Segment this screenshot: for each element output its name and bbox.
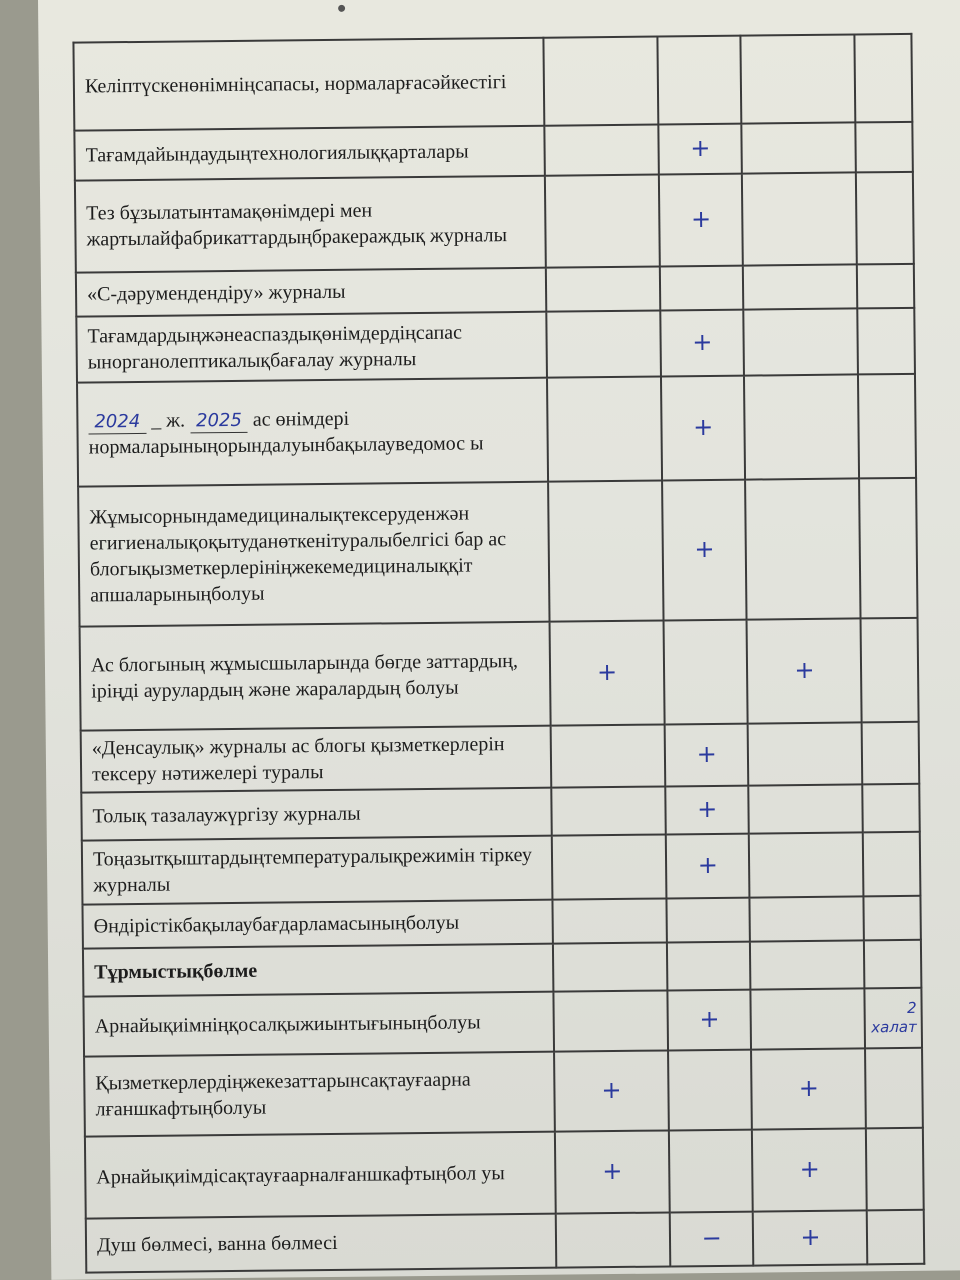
mark-cell (862, 722, 919, 785)
handwritten-note: 2 халат (865, 988, 922, 1049)
row-label: «Денсаулық» журналы ас блогы қызметкерлерін тексеру нәтижелері туралы (81, 726, 552, 793)
row-label: Тағамдардыңжәнеаспаздықөнімдердіңсапас ынорганолептикалықбағалау журналы (76, 312, 547, 383)
mark-cell (551, 786, 665, 835)
mark-cell (749, 784, 863, 833)
mark-cell: + (747, 618, 862, 723)
table-row (82, 832, 921, 905)
mark-cell: + (554, 1050, 669, 1131)
mark-cell (741, 34, 856, 123)
row-label: Өндірістікбақылаубағдарламасыныңболуы (82, 900, 553, 949)
mark-cell (866, 1128, 923, 1211)
row-label: Ас блогының жұмысшыларында бөгде заттардың, іріңді аурулардың және жаралардың болуы (80, 622, 551, 731)
mark-cell (744, 308, 859, 375)
table-row (80, 618, 919, 731)
row-label: Арнайықиімніңқосалқыжиынтығыныңболуы (83, 992, 554, 1057)
mark-cell (668, 1050, 752, 1131)
mark-cell (553, 990, 668, 1051)
row-label: Жұмысорнындамедициналықтексеруденжән егигиеналықоқытуданөткенітуралыбелгісі бар ас блогықызметкерлерініңжекемедициналыққіт апшаларыныңболуы (78, 482, 550, 627)
mark-cell (855, 34, 913, 123)
document-page (38, 0, 960, 1280)
handwritten-year-start: 2024 (88, 410, 146, 435)
mark-cell (744, 374, 859, 479)
table-row (74, 122, 912, 181)
table-row (77, 374, 916, 487)
vedomost-text: ас өнімдері нормаларыныңорындалуынбақылауведомос ы (88, 407, 484, 459)
mark-cell (864, 896, 921, 941)
table-row (83, 940, 921, 997)
mark-cell (865, 1048, 922, 1129)
row-label: Арнайықиімдісақтауғаарналғаншкафтыңбол уы (85, 1132, 556, 1219)
staple-hole (338, 5, 345, 12)
mark-cell (544, 125, 658, 176)
mark-cell (544, 37, 659, 126)
mark-cell (742, 122, 856, 173)
row-label: Тез бұзылатынтамақөнімдері мен жартылайфабрикаттардыңбракераждық журналы (75, 176, 546, 273)
mark-cell (746, 478, 861, 619)
row-label: Душ бөлмесі, ванна бөлмесі (86, 1214, 557, 1273)
mark-cell (666, 898, 750, 943)
mark-cell (545, 175, 660, 268)
mark-cell (858, 374, 916, 479)
mark-cell: + (666, 834, 750, 899)
mark-cell (660, 266, 744, 311)
mark-cell (546, 267, 660, 312)
mark-cell (864, 940, 921, 989)
mark-cell: + (665, 724, 749, 787)
table-row (78, 478, 917, 627)
mark-cell (547, 376, 662, 481)
mark-cell: + (659, 174, 743, 267)
year-separator: _ ж. (151, 409, 186, 432)
mark-cell (751, 988, 866, 1049)
mark-cell: + (753, 1210, 868, 1265)
table-row (83, 988, 922, 1057)
row-label: Келіптүскенөнімніңсапасы, нормаларғасәйкестігі (73, 38, 544, 131)
mark-cell (552, 834, 667, 899)
mark-cell (863, 832, 920, 897)
mark-cell (667, 942, 751, 991)
row-label: Толық тазалаужүргізу журналы (81, 788, 552, 841)
row-label: Тоңазытқыштардыңтемпературалықрежимін тіркеу журналы (82, 836, 553, 905)
mark-cell: + (661, 376, 746, 481)
mark-cell (657, 36, 741, 125)
mark-cell (856, 172, 914, 265)
mark-cell (553, 898, 667, 943)
mark-cell (669, 1130, 753, 1213)
mark-cell (750, 940, 864, 989)
mark-cell (867, 1210, 924, 1265)
mark-cell (859, 478, 917, 619)
mark-cell: + (752, 1128, 867, 1211)
mark-cell: + (667, 990, 751, 1051)
mark-cell: + (658, 124, 742, 175)
mark-cell (664, 620, 749, 725)
mark-cell (546, 311, 661, 378)
mark-cell (856, 122, 913, 173)
mark-cell (863, 784, 920, 833)
table-row (85, 1128, 924, 1219)
section-heading: Тұрмыстықбөлме (83, 944, 554, 997)
mark-cell (749, 832, 864, 897)
table-row (73, 34, 912, 131)
mark-cell (743, 264, 857, 309)
table-row (75, 172, 914, 273)
mark-cell (742, 172, 857, 265)
mark-cell: − (670, 1212, 754, 1267)
mark-cell: + (662, 480, 747, 621)
mark-cell: + (660, 310, 744, 377)
mark-cell (553, 942, 667, 991)
mark-cell (858, 308, 915, 375)
handwritten-year-end: 2025 (190, 409, 248, 434)
row-label: «С-дәрумендендіру» журналы (76, 268, 547, 317)
mark-cell (861, 618, 919, 723)
vedomost-label (77, 378, 548, 487)
mark-cell: + (751, 1048, 866, 1129)
table-row (84, 1048, 923, 1137)
mark-cell (750, 896, 864, 941)
mark-cell (548, 480, 663, 621)
mark-cell: + (550, 620, 665, 725)
mark-cell (857, 264, 914, 309)
mark-cell (748, 722, 863, 785)
inspection-table (72, 33, 925, 1274)
table-row (86, 1210, 925, 1273)
mark-cell: + (665, 786, 749, 835)
mark-cell: + (555, 1130, 670, 1213)
mark-cell (551, 724, 666, 787)
table-row (76, 308, 915, 383)
row-label: Қызметкерлердіңжекезаттарынсақтауғаарна лғаншкафтыңболуы (84, 1052, 555, 1137)
table-row (81, 722, 920, 793)
row-label: Тағамдайындаудыңтехнологиялыққарталары (74, 126, 545, 181)
table-row (81, 784, 919, 841)
mark-cell (556, 1212, 671, 1267)
